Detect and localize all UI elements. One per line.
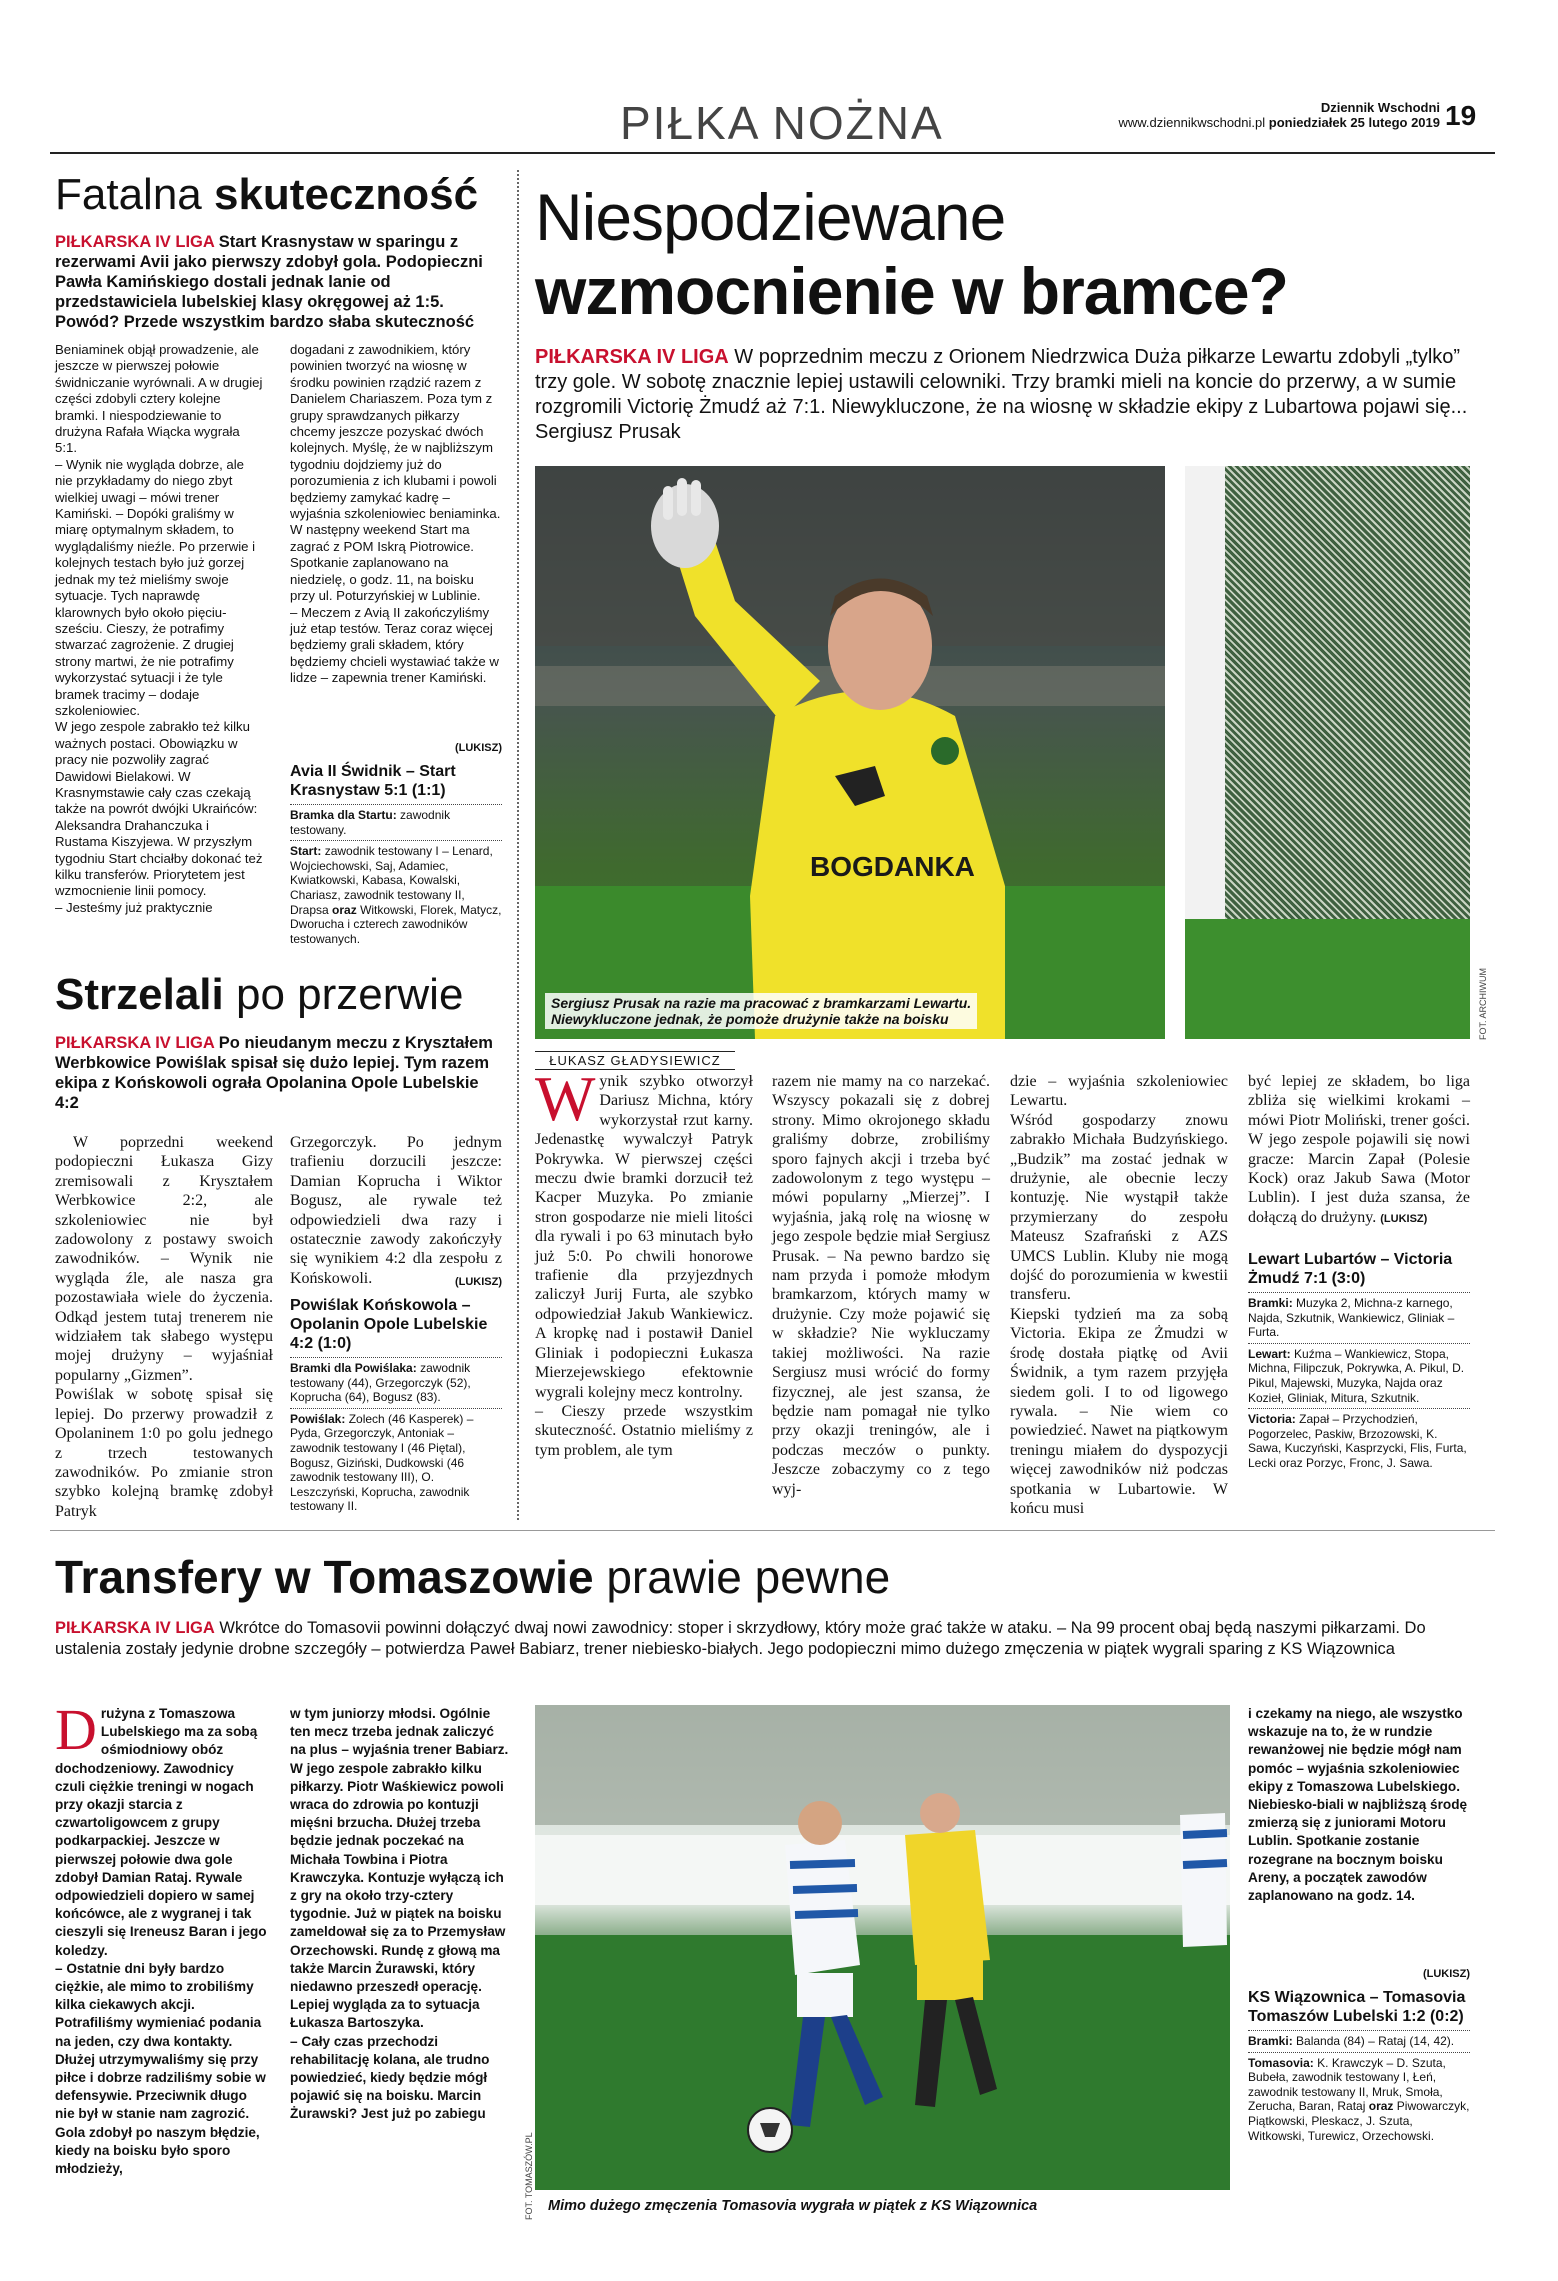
article2-title-bold: Strzelali: [55, 970, 224, 1019]
article1-lead: [55, 232, 495, 332]
article2-result-box: [290, 1296, 502, 1514]
article1-box-goals-label: Bramka dla Startu:: [290, 808, 397, 822]
article3-title-line1: Niespodziewane: [535, 180, 1006, 254]
article4-box-team-rest: Piwowarczyk, Piątkowski, Pleskacz, J. Szuta, Witkowski, Turewicz, Orzechowski.: [1248, 2099, 1470, 2143]
article4-lead: [55, 1618, 1475, 1660]
article2-title: [55, 970, 463, 1020]
article3-caption-line2: Niewykluczone jednak, że pomoże drużynie także na boisku: [551, 1011, 949, 1027]
article3-col4-text: być lepiej ze składem, bo liga zbliża się wielkimi krokami – mówi Piotr Moliński, trener gości. W jego zespole pojawili się nowi gracze: Marcin Zapał (Polesie Kock) oraz Jakub Sawa (Motor Lublin). I jest duża szansa, że dołączą do drużyny.: [1248, 1073, 1470, 1226]
article4-author: (LUKISZ): [1422, 1968, 1470, 1980]
article4-box-team-and: oraz: [1368, 2099, 1394, 2114]
article3-lead: [535, 345, 1470, 445]
paper-name: Dziennik Wschodni: [1320, 100, 1440, 115]
page-number: 19: [1445, 100, 1477, 131]
box-separator: [1248, 1408, 1470, 1409]
article1-box-goals: zawodnik testowany.: [290, 808, 451, 837]
article2-col2: Grzegorczyk. Po jednym trafieniu dorzucili jeszcze: Damian Koprucha i Wiktor Bogusz, ale rywale też odpowiedzieli dwa razy i ostatecznie zawody zakończyły się wynikiem 4:2 dla zespołu z Końskowoli.: [290, 1134, 502, 1287]
article1-kicker: PIŁKARSKA IV LIGA: [55, 233, 215, 251]
article3-kicker: PIŁKARSKA IV LIGA: [535, 346, 729, 368]
article1-box-team: zawodnik testowany I – Lenard, Wojciechowski, Saj, Adamiec, Kwiatkowski, Kabasa, Kowalski, Chariasz, zawodnik testowany II, Drapsa: [290, 844, 493, 917]
article3-title-line2: wzmocnienie w bramce?: [535, 254, 1288, 328]
article1-author: (LUKISZ): [454, 742, 502, 754]
article4-col1: [55, 1697, 267, 2178]
article4-title-light: prawie pewne: [593, 1551, 891, 1603]
article1-box-team-rest: Witkowski, Florek, Matycz, Dworucha i czterech zawodników testowanych.: [290, 902, 502, 946]
article4-photo-credit: FOT. TOMASZÓW.PL: [524, 2132, 534, 2220]
article4-col2: w tym juniorzy młodsi. Ogólnie ten mecz trzeba jednak zaliczyć na plus – wyjaśnia trener Babiarz. W jego zespole zabrakło kilku piłkarzy. Piotr Waśkiewicz powoli wraca do zdrowia po kontuzji mięśni brzucha. Dłużej trzeba będzie jednak poczekać na Michała Towbina i Piotra Krawczyka. Kontuzje wyłączą ich z gry na około trzy-cztery tygodnie. Już w piątek na boisku zameldował się za to Przemysław Orzechowski. Rundę z głową ma także Marcin Żurawski, który niedawno przeszedł operację. Lepiej wygląda za to sytuacja Łukasza Bartoszyka. – Cały czas przechodzi rehabilitację kolana, ale trudno powiedzieć, kiedy będzie mógł pojawić się na boisku. Marcin Żurawski? Jest już po zabiegu: [290, 1706, 509, 2122]
article2-box-goals: zawodnik testowany (44), Grzegorczyk (52), Koprucha (64), Bogusz (83).: [290, 1361, 471, 1405]
article3-result-box: [1248, 1250, 1470, 1471]
article1-title-bold: skuteczność: [213, 170, 479, 219]
article3-caption: [545, 993, 977, 1029]
pitch-grass: [1185, 919, 1470, 1039]
article4-box-team-label: Tomasovia:: [1248, 2055, 1314, 2070]
article4-result-box: [1248, 1988, 1470, 2143]
article1-result-box: [290, 762, 502, 946]
section-title: PIŁKA NOŻNA: [620, 97, 944, 149]
masthead-info: [1118, 100, 1440, 130]
article3-col1: [535, 1063, 753, 1460]
box-separator: [290, 840, 502, 841]
article4-box-goals-label: Bramki:: [1248, 2034, 1293, 2048]
article3-box-team1-label: Lewart:: [1248, 1346, 1291, 1361]
article2-title-light: po przerwie: [223, 970, 464, 1019]
article3-col3: dzie – wyjaśnia szkoleniowiec Lewartu. Wśród gospodarzy znowu zabrakło Michała Budzyńskiego. „Budzik” ma zostać jednak w drużynie, ale obecnie leczy kontuzję. Nie wystąpił także przymierzany do zespołu Mateusz Szafrański z AZS UMCS Lublin. Kluby nie mogą dojść do porozumienia w kwestii transferu. Kiepski tydzień ma za sobą Victoria. Ekipa ze Żmudzi w środę dostała piątkę od Avii Świdnik, a tym razem przyjęła siedem goli. I to od ligowego rywala. – Nie wiem co powiedzieć. Nawet na piątkowym treningu miałem do dyspozycji więcej zawodników niż podczas spotkania w Lubartowie. W końcu musi: [1010, 1073, 1228, 1517]
article4-kicker: PIŁKARSKA IV LIGA: [55, 1619, 215, 1637]
article4-box-goals: Balanda (84) – Rataj (14, 42).: [1296, 2034, 1455, 2048]
issue-date: poniedziałek 25 lutego 2019: [1268, 115, 1440, 130]
column-divider: [517, 170, 519, 1520]
article3-caption-line1: Sergiusz Prusak na razie ma pracować z bramkarzami Lewartu.: [551, 995, 972, 1011]
box-separator: [1248, 1343, 1470, 1344]
article2-author: (LUKISZ): [454, 1276, 502, 1288]
article3-col2: razem nie mamy na co narzekać. Wszyscy pokazali się z dobrej strony. Mimo okrojonego składu graliśmy dobrze, zrobiliśmy sporo fajnych akcji i trzeba być zadowolonym z tego występu – mówi popularny „Mierzej”. I wyjaśnia, jaką rolę na wiosnę w jego zespole będzie miał Sergiusz Prusak. – Na pewno bardzo się nam przyda i pomoże młodym bramkarzom, których mamy w drużynie. Czy może pojawić się w składzie? Nie wykluczamy takiej możliwości. Na razie Sergiusz musi wrócić do formy fizycznej, ale jest szansa, że będzie nam pomagał nie tylko przy okazji treningów, ale i podczas meczów o punkty. Jeszcze zobaczymy co z tego wyj-: [772, 1073, 990, 1498]
article3-title: [535, 180, 1288, 328]
article1-box-team-and: oraz: [332, 902, 357, 917]
article2-box-title: Powiślak Końskowola – Opolanin Opole Lubelskie 4:2 (1:0): [290, 1297, 488, 1352]
section-rule: [50, 1530, 1495, 1531]
box-separator: [1248, 2052, 1470, 2053]
article3-photo-credit: FOT. ARCHIWUM: [1478, 968, 1488, 1040]
article2-col1: W poprzedni weekend podopieczni Łukasza Gizy zremisowali z Kryształem Werbkowice 2:2, ale szkoleniowiec nie był zadowolony z postawy swoich zawodników. – Wynik nie wygląda źle, ale nasza gra pozostawiała wiele do życzenia. Odkąd jestem tutaj trenerem nie widziałem tak słabego występu mojej drużyny – wyjaśniał popularny „Gizmen”. Powiślak w sobotę spisał się lepiej. Do przerwy prowadził z Opolaninem 1:0 po golu jednego z trzech testowanych zawodników. Po zmianie stron szybko kolejną bramkę zdobył Patryk: [55, 1134, 273, 1520]
article4-box-team: K. Krawczyk – D. Szuta, Bubeła, zawodnik testowany I, Łeń, zawodnik testowany II, Mruk, Smoła, Zerucha, Baran, Rataj: [1248, 2055, 1446, 2114]
goalkeeper-illustration: [535, 466, 1165, 1039]
box-separator: [290, 1408, 502, 1409]
article3-box-title: Lewart Lubartów – Victoria Żmudź 7:1 (3:0): [1248, 1251, 1453, 1287]
dropcap: W: [535, 1063, 596, 1134]
header-rule: [50, 152, 1495, 154]
box-separator: [290, 804, 502, 805]
goalkeeper-photo: [535, 466, 1165, 1039]
article3-col4: [1248, 1072, 1470, 1229]
paper-url[interactable]: www.dziennikwschodni.pl: [1118, 115, 1266, 130]
box-separator: [1248, 1292, 1470, 1293]
match-illustration: [535, 1705, 1230, 2190]
article3-box-team2: Zapał – Przychodzień, Pogorzelec, Paskiw, Brzozowski, K. Sawa, Kuczyński, Kasprzycki, Flis, Furta, Lecki oraz Porzyc, Fronc, J. Sawa.: [1248, 1412, 1467, 1470]
article3-byline: ŁUKASZ GŁADYSIEWICZ: [535, 1051, 735, 1070]
article4-title-bold: Transfery w Tomaszowie: [55, 1551, 594, 1603]
article1-title-light: Fatalna: [55, 170, 214, 219]
article1-title: [55, 170, 478, 220]
article4-lead-text: Wkrótce do Tomasovii powinni dołączyć dwaj nowi zawodnicy: stoper i skrzydłowy, który może grać także w ataku. – Na 99 procent obaj będą naszymi piłkarzami. Do ustalenia zostały jedynie drobne szczegóły – potwierdza Paweł Babiarz, trener niebiesko-białych. Jego podopieczni mimo dużego zmęczenia w piątek wygrali sparing z KS Wiązownica: [55, 1619, 1426, 1658]
article2-lead-text: Po nieudanym meczu z Kryształem Werbkowice Powiślak spisał się dużo lepiej. Tym razem ekipa z Końskowoli ograła Opolanina Opole Lubelskie 4:2: [55, 1034, 493, 1112]
article2-box-team-label: Powiślak:: [290, 1411, 346, 1426]
article3-lead-text: W poprzednim meczu z Orionem Niedrzwica Duża piłkarze Lewartu zdobyli „tylko” trzy gole. W sobotę znacznie lepiej ustawili celowniki. Trzy bramki mieli na koncie do przerwy, a w sumie rozgromili Victorię Żmudź aż 7:1. Niewykluczone, że na wiosnę w składzie ekipy z Lubartowa pojawi się... Sergiusz Prusak: [535, 346, 1468, 443]
article1-col2: dogadani z zawodnikiem, który powinien tworzyć na wiosnę w środku powinien rządzić razem z Danielem Chariaszem. Poza tym z grupy sprawdzanych piłkarzy chcemy jeszcze pozyskać dwóch kolejnych. Myślę, że w najbliższym tygodniu dojdziemy już do porozumienia z ich klubami i powoli będziemy zamykać kadrę – wyjaśnia szkoleniowiec beniaminka. W następny weekend Start ma zagrać z POM Iskrą Piotrowice. Spotkanie zaplanowano na niedzielę, o godz. 11, na boisku przy ul. Poturzyńskiej w Lublinie. – Meczem z Avią II zakończyliśmy już etap testów. Teraz coraz więcej będziemy grali składem, który będziemy chcieli wystawiać także w lidze – zapewnia trener Kamiński.: [290, 342, 501, 686]
article1-box-title: Avia II Świdnik – Start Krasnystaw 5:1 (1:1): [290, 763, 456, 799]
article2-lead: [55, 1033, 505, 1113]
box-separator: [290, 1357, 502, 1358]
article3-col1-text: ynik szybko otworzył Dariusz Michna, który wykorzystał rzut karny. Jedenastkę wywalczył Patryk Pokrywka. W pierwszej części meczu dwie bramki dorzucił też Kacper Muzyka. Po zmianie stron gospodarze nie mieli litości dla rywali i po 63 minutach było już 5:0. Po chwili honorowe trafienie dla przyjezdnych zaliczył Jurij Furta, ale szybko odpowiedział Jakub Wankiewicz. A kropkę nad i postawił Daniel Gliniak i podopieczni Łukasza Mierzejewskiego efektownie wygrali kolejny mecz kontrolny. – Cieszy przede wszystkim skuteczność. Ostatnio mieliśmy z tym problem, ale tym: [535, 1073, 753, 1459]
article3-box-team2-label: Victoria:: [1248, 1412, 1296, 1427]
article3-box-goals: Muzyka 2, Michna-z karnego, Najda, Szkutnik, Wankiewicz, Gliniak – Furta.: [1248, 1296, 1455, 1340]
article4-col3: i czekamy na niego, ale wszystko wskazuje na to, że w rundzie rewanżowej nie będzie mógł nam pomóc – wyjaśnia szkoleniowiec ekipy z Tomaszowa Lubelskiego. Niebiesko-biali w najbliższą środę zmierzą się z juniorami Motoru Lublin. Spotkanie zostanie rozegrane na bocznym boisku Areny, a początek zawodów zaplanowano na godz. 14.: [1248, 1706, 1468, 1904]
article4-col1-text: rużyna z Tomaszowa Lubelskiego ma za sobą ośmiodniowy obóz dochodzeniowy. Zawodnicy czuli ciężkie treningi w nogach przy okazji starcia z czwartoligowcem z grupy podkarpackiej. Jeszcze w pierwszej połowie dwa gole zdobył Damian Rataj. Rywale odpowiedzieli dopiero w samej końcówce, ale z wygranej i tak cieszyli się Ireneusz Baran i jego koledzy. – Ostatnie dni były bardzo ciężkie, ale mimo to zrobiliśmy kilka ciekawych akcji. Potrafiliśmy wymieniać podania na jeden, czy dwa kontakty. Dłużej utrzymywaliśmy się przy piłce i dobrze radziliśmy sobie w defensywie. Przeciwnik długo nie był w stanie nam zagrozić. Gola zdobył po naszym błędzie, kiedy na boisku było sporo młodzieży,: [55, 1706, 267, 2177]
article2-box-goals-label: Bramki dla Powiślaka:: [290, 1361, 417, 1375]
article2-box-team: Zolech (46 Kasperek) – Pyda, Grzegorczyk, Antoniak – zawodnik testowany I (46 Piętal), Bogusz, Giziński, Dudkowski (46 zawodnik testowany III), O. Leszczyński, Koprucha, zawodnik testowany II.: [290, 1411, 474, 1514]
goal-net-photo: [1185, 466, 1470, 1039]
article3-box-goals-label: Bramki:: [1248, 1296, 1293, 1310]
article3-author: (LUKISZ): [1380, 1212, 1428, 1225]
dropcap: D: [55, 1697, 97, 1762]
article1-col1: Beniaminek objął prowadzenie, ale jeszcze w pierwszej połowie świdniczanie wyrównali. A w drugiej części zdobyli cztery kolejne bramki. I niespodziewanie to drużyna Rafała Wiącka wygrała 5:1. – Wynik nie wygląda dobrze, ale nie przykładamy do niego zbyt wielkiej uwagi – mówi trener Kamiński. – Dopóki graliśmy w miarę optymalnym składem, to wyglądaliśmy nieźle. Po przerwie i kolejnych testach było już gorzej jednak my też mieliśmy swoje sytuacje. Tych naprawdę klarownych było około pięciu-sześciu. Cieszy, że potrafimy stwarzać zagrożenie. Z drugiej strony martwi, że nie potrafimy wykorzystać sytuacji i że tyle bramek tracimy – dodaje szkoleniowiec. W jego zespole zabrakło też kilku ważnych postaci. Obowiązku w pracy nie pozwoliły zagrać Dawidowi Bielakowi. W Krasnymstawie cały czas czekają także na powrót dwójki Ukraińców: Aleksandra Drahanczuka i Rustama Kiszyjewa. W przyszłym tygodniu Start chciałby dokonać też kilku transferów. Priorytetem jest wzmocnienie linii pomocy. – Jesteśmy już praktycznie: [55, 342, 263, 915]
article3-box-team1: Kuźma – Wankiewicz, Stopa, Michna, Filipczuk, Pokrywka, A. Pikul, D. Pikul, Majewski, Muzyka, Najda oraz Kozieł, Gliniak, Mitura, Szkutnik.: [1248, 1346, 1465, 1405]
article1-lead-text: Start Krasnystaw w sparingu z rezerwami Avii jako pierwszy zdobył gola. Podopieczni Pawła Kamińskiego dostali jednak lanie od przedstawiciela lubelskiej klasy okręgowej aż 1:5. Powód? Przede wszystkim bardzo słaba skuteczność: [55, 233, 483, 331]
article4-box-title: KS Wiązownica – Tomasovia Tomaszów Lubelski 1:2 (0:2): [1248, 1989, 1466, 2025]
match-photo: [535, 1705, 1230, 2190]
article2-kicker: PIŁKARSKA IV LIGA: [55, 1034, 215, 1052]
box-separator: [1248, 2030, 1470, 2031]
article4-caption: Mimo dużego zmęczenia Tomasovia wygrała w piątek z KS Wiązownica: [548, 2198, 1038, 2214]
article1-box-team-label: Start:: [290, 844, 322, 859]
sponsor-logo: BOGDANKA: [810, 851, 975, 882]
article4-title: [55, 1550, 890, 1604]
